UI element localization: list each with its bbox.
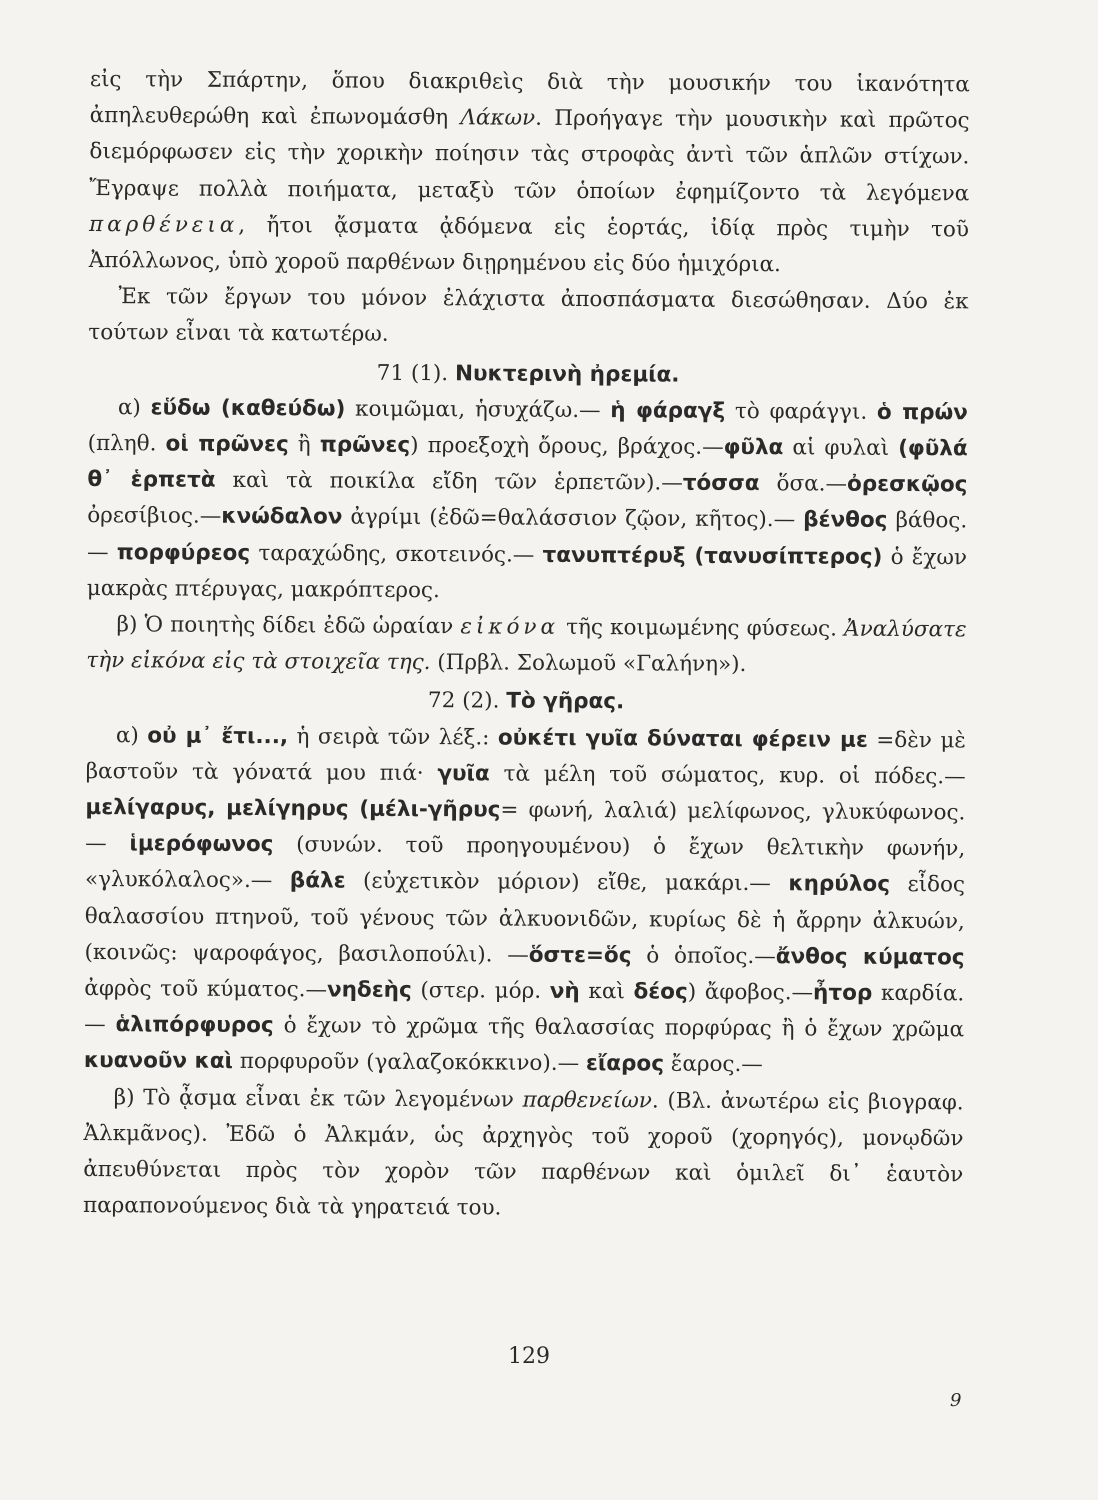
italic-term: παρθενείων — [522, 1087, 652, 1114]
term: τανυπτέρυξ (τανυσίπτερος) — [542, 542, 883, 570]
section-title: Νυκτερινὴ ἠρεμία. — [454, 360, 680, 388]
definition: ὀρεσίβιος.— — [87, 503, 222, 530]
term: ὅστε=ὅς — [528, 942, 632, 969]
text: Ὁ ποιητὴς δίδει ἐδῶ ὡραίαν — [144, 612, 461, 640]
text: τῆς κοιμωμένης φύσεως. — [558, 614, 845, 642]
definition: ὁ ὁποῖος.— — [631, 943, 776, 970]
term: ἦτορ — [813, 980, 873, 1006]
definition: = φωνή, λαλιά) μελίφωνος, γλυκύφωνος.— — [85, 797, 966, 857]
term: οὐκέτι γυῖα δύναται φέρειν με — [497, 725, 868, 753]
definition: ἀφρὸς τοῦ κύματος.— — [84, 976, 328, 1003]
section-heading-72 — [86, 681, 966, 723]
signature-mark: 9 — [950, 1390, 962, 1411]
section-heading-71 — [88, 354, 968, 396]
item-label: α) — [115, 722, 148, 749]
definition: (εὐχετικὸν μόριον) εἴθε, μακάρι.— — [345, 869, 789, 897]
term: ὀρεσκῷος — [846, 471, 968, 498]
definition: αἱ φυλαὶ — [783, 435, 899, 461]
text: . Προήγαγε τὴν μουσικὴν καὶ πρῶτος διεμόρφωσεν εἰς τὴν χορικὴν ποίησιν τὰς στροφὰς ἀντὶ τῶν ἁπλῶν στίχων. Ἔγραψε πολλὰ ποιήματα, μεταξὺ τῶν ὁποίων ἐφημίζοντο τὰ λεγόμενα — [89, 105, 970, 206]
intro-paragraph — [89, 62, 970, 285]
italic-instruction: Ἀναλύσατε τὴν εἰκόνα εἰς τὰ στοιχεῖα της. — [86, 616, 967, 676]
definition: τὸ φαράγγι. — [725, 398, 878, 425]
term: εἴαρος — [585, 1051, 665, 1078]
item-label: α) — [117, 395, 151, 421]
term: κηρύλος — [788, 871, 891, 898]
term: βάλε — [289, 868, 346, 895]
definition: ὁ ἔχων μακρὰς πτέρυγας, μακρόπτερος. — [86, 544, 968, 603]
term: πορφύρεος — [116, 539, 251, 566]
text: Τὸ ᾆσμα εἶναι ἐκ τῶν λεγομένων — [143, 1085, 523, 1113]
text: , ἤτοι ᾄσματα ᾀδόμενα εἰς ἑορτάς, ἰδίᾳ πρὸς τιμὴν τοῦ Ἀπόλλωνος, ὑπὸ χοροῦ παρθένων διῃρημένου εἰς δύο ἡμιχόρια. — [88, 212, 970, 278]
definition: ἢ — [288, 432, 320, 458]
page-body — [83, 62, 970, 1230]
term: ἁλιπόρφυρος — [115, 1012, 274, 1039]
term: ὁ πρών — [876, 399, 968, 426]
definition: ἀγρίμι (ἐδῶ=θαλάσσιον ζῷον, κῆτος).— — [342, 504, 804, 533]
intro-paragraph-2: Ἐκ τῶν ἔργων του μόνον ἐλάχιστα ἀποσπάσματα διεσώθησαν. Δύο ἐκ τούτων εἶναι τὰ κατωτέρω. — [88, 284, 969, 348]
definition: (στερ. μόρ. — [411, 978, 550, 1004]
definition: καὶ τὰ ποικίλα εἴδη τῶν ἑρπετῶν).— — [215, 468, 683, 496]
term: εὕδω (καθεύδω) — [150, 395, 346, 422]
glossary-paragraph-71a — [87, 390, 968, 613]
spaced-term: παρθένεια — [88, 211, 239, 238]
glossary-paragraph-72a — [84, 718, 966, 1085]
term: κυανοῦν καὶ — [83, 1048, 234, 1075]
term: τόσσα — [682, 470, 760, 497]
term: μελίγαρυς, μελίγηρυς (μέλι-γῆρυς — [85, 795, 501, 823]
term: γυῖα — [437, 760, 490, 787]
section-title: Τὸ γῆρας. — [506, 689, 625, 715]
definition: τὰ μέλη τοῦ σώματος, κυρ. οἱ πόδες.— — [489, 761, 966, 790]
section-number: 71 (1). — [376, 360, 449, 386]
term: ἡ φάραγξ — [610, 398, 726, 424]
term: νὴ — [549, 978, 580, 1005]
definition: ) ἄφοβος.— — [687, 979, 814, 1006]
definition: ἡ σειρὰ τῶν λέξ.: — [288, 723, 498, 751]
definition: (πληθ. — [87, 431, 166, 457]
text: εἰς τὴν Σπάρτην, ὅπου διακριθεὶς διὰ τὴν μουσικήν του ἱκανότητα ἀπηλευθερώθη καὶ ἐπωνομάσθη — [89, 66, 970, 131]
definition: ἔαρος.— — [663, 1052, 763, 1078]
definition: εἶδος θαλασσίου πτηνοῦ, τοῦ γένους τῶν ἀλκυονιδῶν, κυρίως δὲ ἡ ἄρρην ἀλκυών, (κοινῶς: ψαροφάγος, βασιλοπούλι). — — [84, 872, 966, 968]
term: πρῶνες — [319, 432, 411, 458]
text: . (Βλ. ἀνωτέρω εἰς βιογραφ. Ἀλκμᾶνος). Ἐδῶ ὁ Ἀλκμάν, ὡς ἀρχηγὸς τοῦ χοροῦ (χορηγός), μονῳδῶν ἀπευθύνεται πρὸς τὸν χορὸν τῶν παρθένων καὶ ὁμιλεῖ δι᾽ ἑαυτὸν παραπονούμενος διὰ τὰ γηρατειά του. — [82, 1088, 964, 1221]
italic-term: Λάκων — [460, 105, 536, 131]
term: φῦλα — [723, 434, 784, 461]
section-number: 72 (2). — [427, 688, 500, 714]
commentary-paragraph-71b — [86, 607, 966, 685]
definition: πορφυροῦν (γαλαζοκόκκινο).— — [232, 1049, 587, 1077]
term: ἱμερόφωνος — [129, 831, 274, 858]
term: οἱ πρῶνες — [165, 431, 289, 458]
item-label: β) — [116, 612, 145, 638]
commentary-paragraph-72b — [83, 1080, 964, 1230]
definition: =δὲν μὲ βαστοῦν τὰ γόνατά μου πιά· — [85, 727, 966, 786]
definition: ὁ ἔχων τὸ χρῶμα τῆς θαλασσίας πορφύρας ἢ ὁ ἔχων χρῶμα — [273, 1013, 965, 1043]
definition: καρδία.— — [84, 980, 965, 1038]
definition: ) προεξοχὴ ὄρους, βράχος.— — [410, 432, 724, 460]
definition: βάθος.— — [86, 508, 968, 565]
term: (φῦλά θ᾽ ἑρπετὰ — [87, 435, 968, 494]
definition: κοιμῶμαι, ἡσυχάζω.— — [345, 396, 611, 424]
definition: καὶ — [579, 979, 634, 1005]
definition: (συνών. τοῦ προηγουμένου) ὁ ἔχων θελτικὴν φωνήν, «γλυκόλαλος».— — [84, 832, 966, 894]
definition: ταραχώδης, σκοτεινός.— — [250, 540, 543, 568]
text: (Πρβλ. Σολωμοῦ «Γαλήνη»). — [430, 650, 747, 678]
term: κνώδαλον — [221, 504, 343, 530]
definition: ὅσα.— — [759, 471, 848, 497]
page-number: 129 — [508, 1344, 550, 1369]
term: δέος — [633, 979, 688, 1005]
term: νηδεὴς — [326, 977, 412, 1004]
term: ἄνθος κύματος — [775, 944, 965, 971]
spaced-term: εἰκόνα — [460, 614, 560, 640]
term: βένθος — [803, 507, 888, 534]
item-label: β) — [113, 1084, 144, 1111]
term: οὐ μ᾽ ἔτι..., — [147, 723, 289, 749]
